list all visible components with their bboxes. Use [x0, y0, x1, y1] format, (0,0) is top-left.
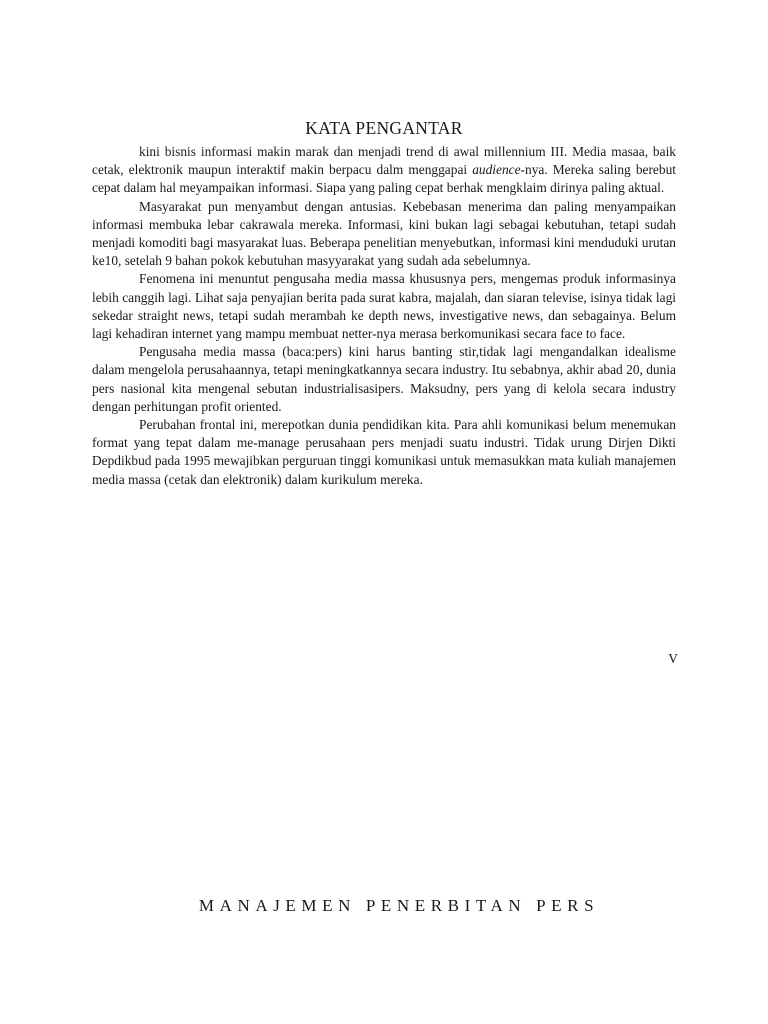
paragraph-1-italic-term: audience-	[472, 162, 525, 178]
page-title: KATA PENGANTAR	[305, 118, 463, 138]
paragraph-4: Pengusaha media massa (baca:pers) kini harus banting stir,tidak lagi mengandalkan idealisme dalam mengelola perusahaannya, tetapi meningkatkannya secara industry. Itu sebabnya, akhir abad 20, dunia pers nasional kita mengenal sebutan industrialisasipers. Maksudny, pers yang di kelola secara industry dengan perhitungan profit oriented.	[92, 344, 676, 414]
paragraph-1-part-1: kini bisnis informasi makin marak dan menjadi trend di awal millennium III. Media masaa, baik cetak, elektronik maupun interaktif makin berpacu dalm menggapai	[92, 144, 676, 178]
footer-book-title: MANAJEMEN PENERBITAN PERS	[198, 896, 600, 915]
page-number: V	[668, 651, 678, 666]
body-text	[92, 143, 676, 489]
paragraph-2: Masyarakat pun menyambut dengan antusias. Kebebasan menerima dan paling menyampaikan informasi membuka lebar cakrawala mereka. Informasi, kini bukan lagi sebagai kebutuhan, tetapi sudah menjadi komoditi bagi masyarakat luas. Beberapa penelitian menyebutkan, informasi kini menduduki urutan ke10, setelah 9 bahan pokok kebutuhan masyyarakat yang sudah ada sebelumnya.	[92, 198, 676, 269]
paragraph-3: Fenomena ini menuntut pengusaha media massa khususnya pers, mengemas produk informasinya lebih canggih lagi. Lihat saja penyajian berita pada surat kabra, majalah, dan siaran televise, isinya tidak lagi sekedar straight news, tetapi sudah merambah ke depth news, investigative news, dan sebagainya. Belum lagi kehadiran internet yang mampu membuat netter-nya merasa berkomunikasi secara face to face.	[92, 271, 676, 342]
paragraph-1-part-2: nya. Mereka saling berebut cepat dalam hal meyampaikan informasi. Siapa yang paling cepat berhak mengklaim dirinya paling aktual.	[92, 162, 676, 196]
paragraph-1	[92, 143, 676, 198]
paragraph-5: Perubahan frontal ini, merepotkan dunia pendidikan kita. Para ahli komunikasi belum menemukan format yang tepat dalam me-manage perusahaan pers menjadi suatu industri. Tidak urung Dirjen Dikti Depdikbud pada 1995 mewajibkan perguruan tinggi komunikasi untuk memasukkan mata kuliah manajemen media massa (cetak dan elektronik) dalam kurikulum mereka.	[92, 417, 676, 487]
